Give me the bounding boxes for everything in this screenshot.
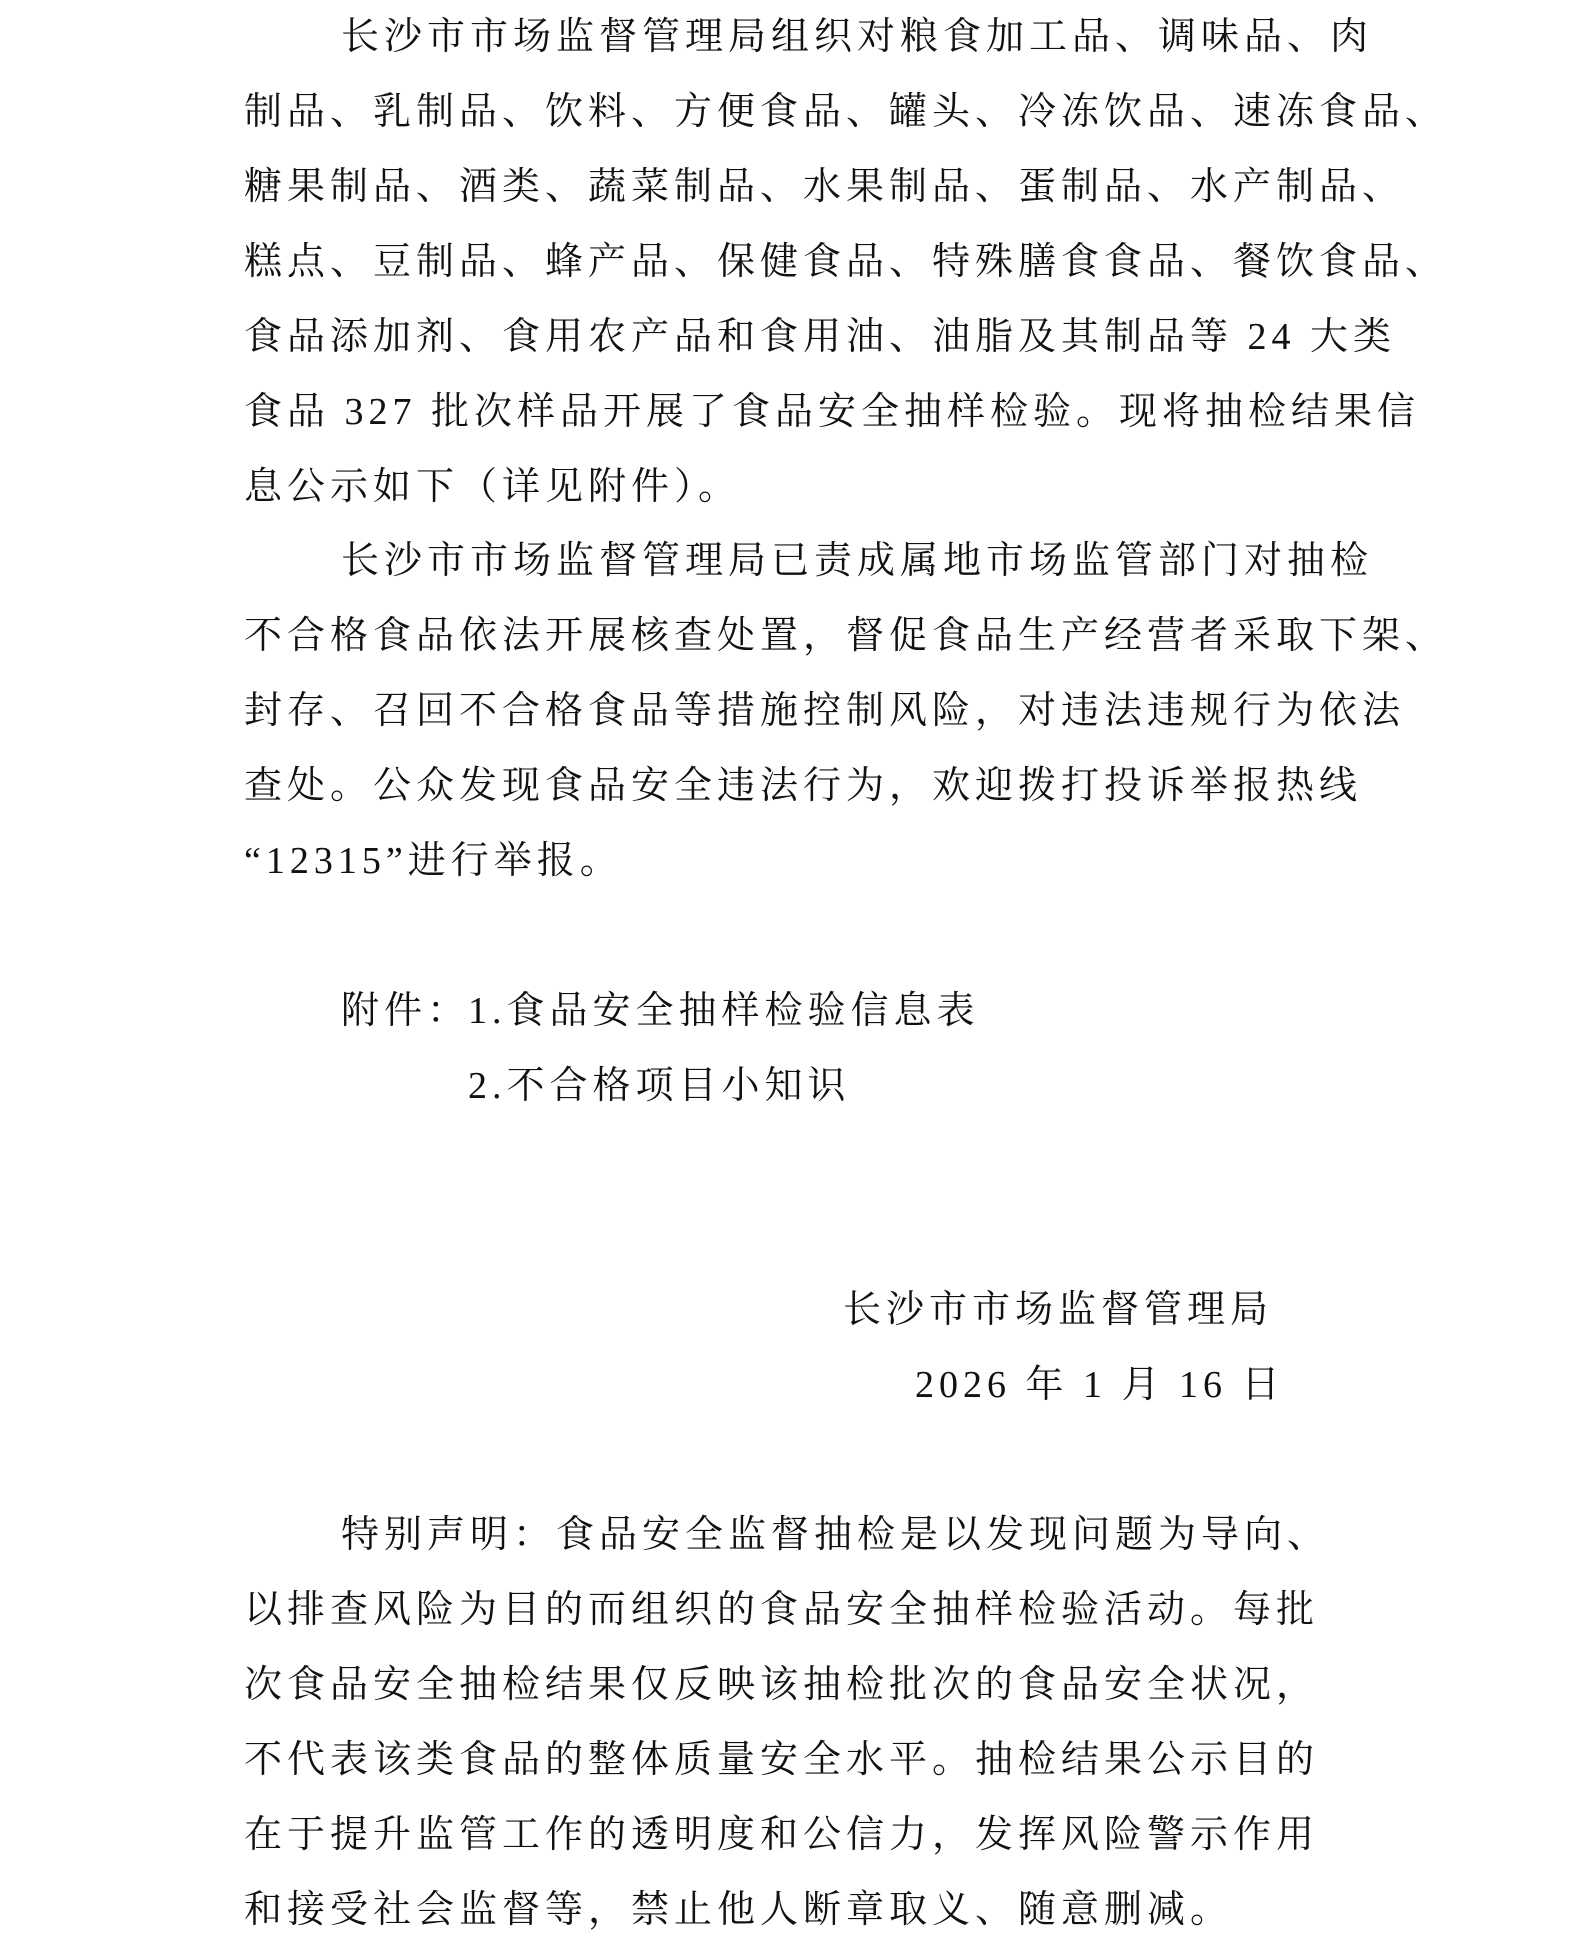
statement-line-2: 以排查风险为目的而组织的食品安全抽样检验活动。每批 bbox=[244, 1589, 1320, 1631]
statement-line-6: 和接受社会监督等，禁止他人断章取义、随意删减。 bbox=[244, 1889, 1234, 1931]
statement-line-4: 不代表该类食品的整体质量安全水平。抽检结果公示目的 bbox=[244, 1739, 1320, 1781]
paragraph-1-line-3: 糖果制品、酒类、蔬菜制品、水果制品、蛋制品、水产制品、 bbox=[244, 166, 1406, 208]
paragraph-1-line-4: 糕点、豆制品、蜂产品、保健食品、特殊膳食食品、餐饮食品、 bbox=[244, 241, 1449, 283]
paragraph-1-line-6: 食品 327 批次样品开展了食品安全抽样检验。现将抽检结果信 bbox=[244, 391, 1421, 433]
statement-line-1: 特别声明：食品安全监督抽检是以发现问题为导向、 bbox=[341, 1514, 1331, 1556]
paragraph-2-line-1: 长沙市市场监督管理局已责成属地市场监管部门对抽检 bbox=[341, 540, 1374, 582]
signature-date: 2026 年 1 月 16 日 bbox=[915, 1364, 1285, 1406]
paragraph-2-line-3: 封存、召回不合格食品等措施控制风险，对违法违规行为依法 bbox=[244, 690, 1406, 732]
signature-organization: 长沙市市场监督管理局 bbox=[843, 1289, 1274, 1331]
paragraph-1-line-5: 食品添加剂、食用农产品和食用油、油脂及其制品等 24 大类 bbox=[244, 316, 1397, 358]
paragraph-1-line-1: 长沙市市场监督管理局组织对粮食加工品、调味品、肉 bbox=[341, 16, 1374, 58]
paragraph-2-line-5: “12315”进行举报。 bbox=[244, 840, 623, 882]
attachment-item-2: 2.不合格项目小知识 bbox=[468, 1065, 851, 1107]
paragraph-1-line-2: 制品、乳制品、饮料、方便食品、罐头、冷冻饮品、速冻食品、 bbox=[244, 91, 1449, 133]
statement-line-3: 次食品安全抽检结果仅反映该抽检批次的食品安全状况， bbox=[244, 1664, 1320, 1706]
statement-line-5: 在于提升监管工作的透明度和公信力，发挥风险警示作用 bbox=[244, 1814, 1320, 1856]
paragraph-1-line-7: 息公示如下（详见附件）。 bbox=[244, 466, 742, 508]
paragraph-2-line-2: 不合格食品依法开展核查处置，督促食品生产经营者采取下架、 bbox=[244, 615, 1449, 657]
attachment-item-1: 1.食品安全抽样检验信息表 bbox=[468, 990, 980, 1032]
paragraph-2-line-4: 查处。公众发现食品安全违法行为，欢迎拨打投诉举报热线 bbox=[244, 765, 1363, 807]
attachments-label: 附件： bbox=[341, 990, 471, 1032]
